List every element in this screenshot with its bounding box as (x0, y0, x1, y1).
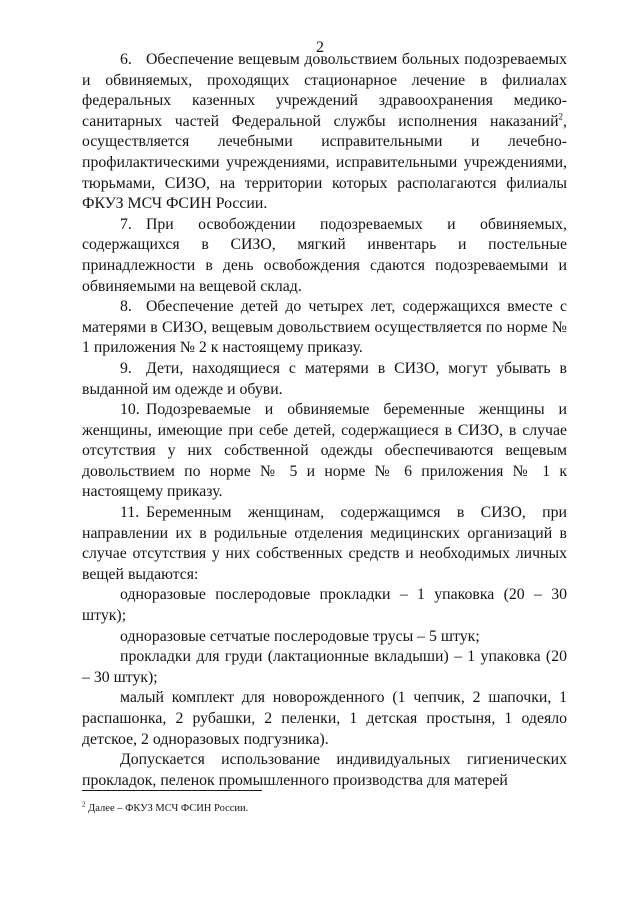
closing-paragraph: Допускается использование индивидуальных гигиенических прокладок, пеленок промышленного производства для матерей (82, 751, 567, 789)
section-8-number: 8. (120, 298, 132, 316)
section-7 (82, 215, 567, 297)
section-6-number: 6. (120, 51, 132, 68)
list-item-nursing-pads: прокладки для груди (лактационные вкладыши) – 1 упаковка (20 – 30 штук); (82, 648, 567, 686)
section-6 (82, 50, 567, 215)
section-11-text: Беременным женщинам, содержащимся в СИЗО, при направлении их в родильные отделения медицинских организаций в случае отсутствия у них собственных средств и необходимых личных вещей выдаются: (82, 504, 567, 583)
footnote-reference: 2 (558, 111, 564, 122)
footnote (82, 802, 567, 815)
section-10 (82, 400, 567, 503)
footnote-separator (82, 790, 262, 791)
section-9 (82, 359, 567, 400)
footnote-text: Далее – ФКУЗ МСЧ ФСИН России. (88, 803, 249, 814)
section-10-text: Подозреваемые и обвиняемые беременные женщины и женщины, имеющие при себе детей, содержащиеся в СИЗО, в случае отсутствия у них собственной одежды обеспечиваются вещевым довольствием по норме № 5 и норме № 6 приложения № 1 к настоящему приказу. (82, 401, 567, 501)
section-11-number: 11. (120, 504, 140, 522)
section-7-number: 7. (120, 215, 132, 233)
section-9-number: 9. (120, 359, 132, 377)
section-8-text: Обеспечение детей до четырех лет, содержащихся вместе с матерями в СИЗО, вещевым довольствием осуществляется по норме № 1 приложения № 2 к настоящему приказу. (82, 298, 567, 357)
section-10-number: 10. (120, 401, 140, 419)
list-item-postpartum-briefs: одноразовые сетчатые послеродовые трусы – 5 штук; (120, 627, 480, 645)
document-body (82, 50, 567, 791)
section-8 (82, 297, 567, 359)
footnote-marker: 2 (82, 800, 86, 809)
section-11 (82, 503, 567, 585)
page-number: 2 (316, 39, 324, 56)
section-6-text-continued: , осуществляется лечебными исправительными и лечебно-профилактическими учреждениями, исправительными учреждениями, тюрьмами, СИЗО, на территории которых располагаются филиалы ФКУЗ МСЧ ФСИН России. (82, 112, 567, 213)
list-item-postpartum-pads: одноразовые послеродовые прокладки – 1 упаковка (20 – 30 штук); (82, 586, 567, 625)
section-6-text: Обеспечение вещевым довольствием больных подозреваемых и обвиняемых, проходящих стационарное лечение в филиалах федеральных казенных учреждений здравоохранения медико-санитарных частей Федеральной службы исполнения наказаний (82, 51, 567, 130)
list-item-newborn-kit: малый комплект для новорожденного (1 чепчик, 2 шапочки, 1 распашонка, 2 рубашки, 2 пеленки, 1 детская простыня, 1 одеяло детское, 2 одноразовых подгузника). (82, 689, 567, 748)
section-7-text: При освобождении подозреваемых и обвиняемых, содержащихся в СИЗО, мягкий инвентарь и постельные принадлежности в день освобождения сдаются подозреваемыми и обвиняемыми на вещевой склад. (82, 215, 567, 295)
section-9-text: Дети, находящиеся с матерями в СИЗО, могут убывать в выданной им одежде и обуви. (82, 359, 567, 398)
